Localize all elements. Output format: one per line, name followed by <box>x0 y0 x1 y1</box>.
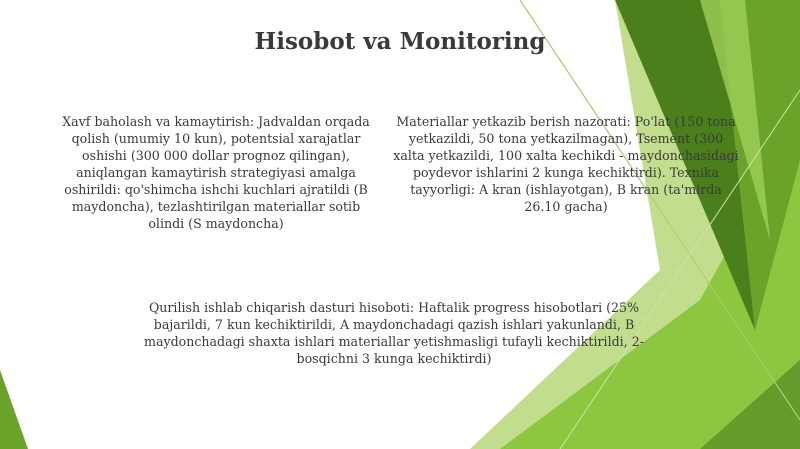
risk-assessment-text: Xavf baholash va kamaytirish: Jadvaldan orqada qolish (umumiy 10 kun), potentsial xarajatlar oshishi (300 000 dollar prognoz qilingan), aniqlangan kamaytirish strategiyasi amalga oshirildi: qo'shimcha ishchi kuchlari ajratildi (B maydoncha), tezlashtirilgan materiallar sotib olindi (S maydoncha) <box>62 114 370 231</box>
slide-title: Hisobot va Monitoring <box>254 28 546 55</box>
materials-control-text: Materiallar yetkazib berish nazorati: Po'lat (150 tona yetkazildi, 50 tona yetkazilmagan), Tsement (300 xalta yetkazildi, 100 xalta kechikdi - maydonchasidagi poydevor ishlarini 2 kunga kechiktirdi). Texnika tayyorligi: A kran (ishlayotgan), B kran (ta'mirda 26.10 gacha) <box>393 114 739 214</box>
production-report-text: Qurilish ishlab chiqarish dasturi hisoboti: Haftalik progress hisobotlari (25% bajarildi, 7 kun kechiktirildi, A maydonchadagi qazish ishlari yakunlandi, B maydonchadagi shaxta ishlari materiallar yetishmasligi tufayli kechiktirildi, 2-bosqichni 3 kunga kechiktirdi) <box>144 300 644 366</box>
left-corner-accent <box>0 370 28 449</box>
